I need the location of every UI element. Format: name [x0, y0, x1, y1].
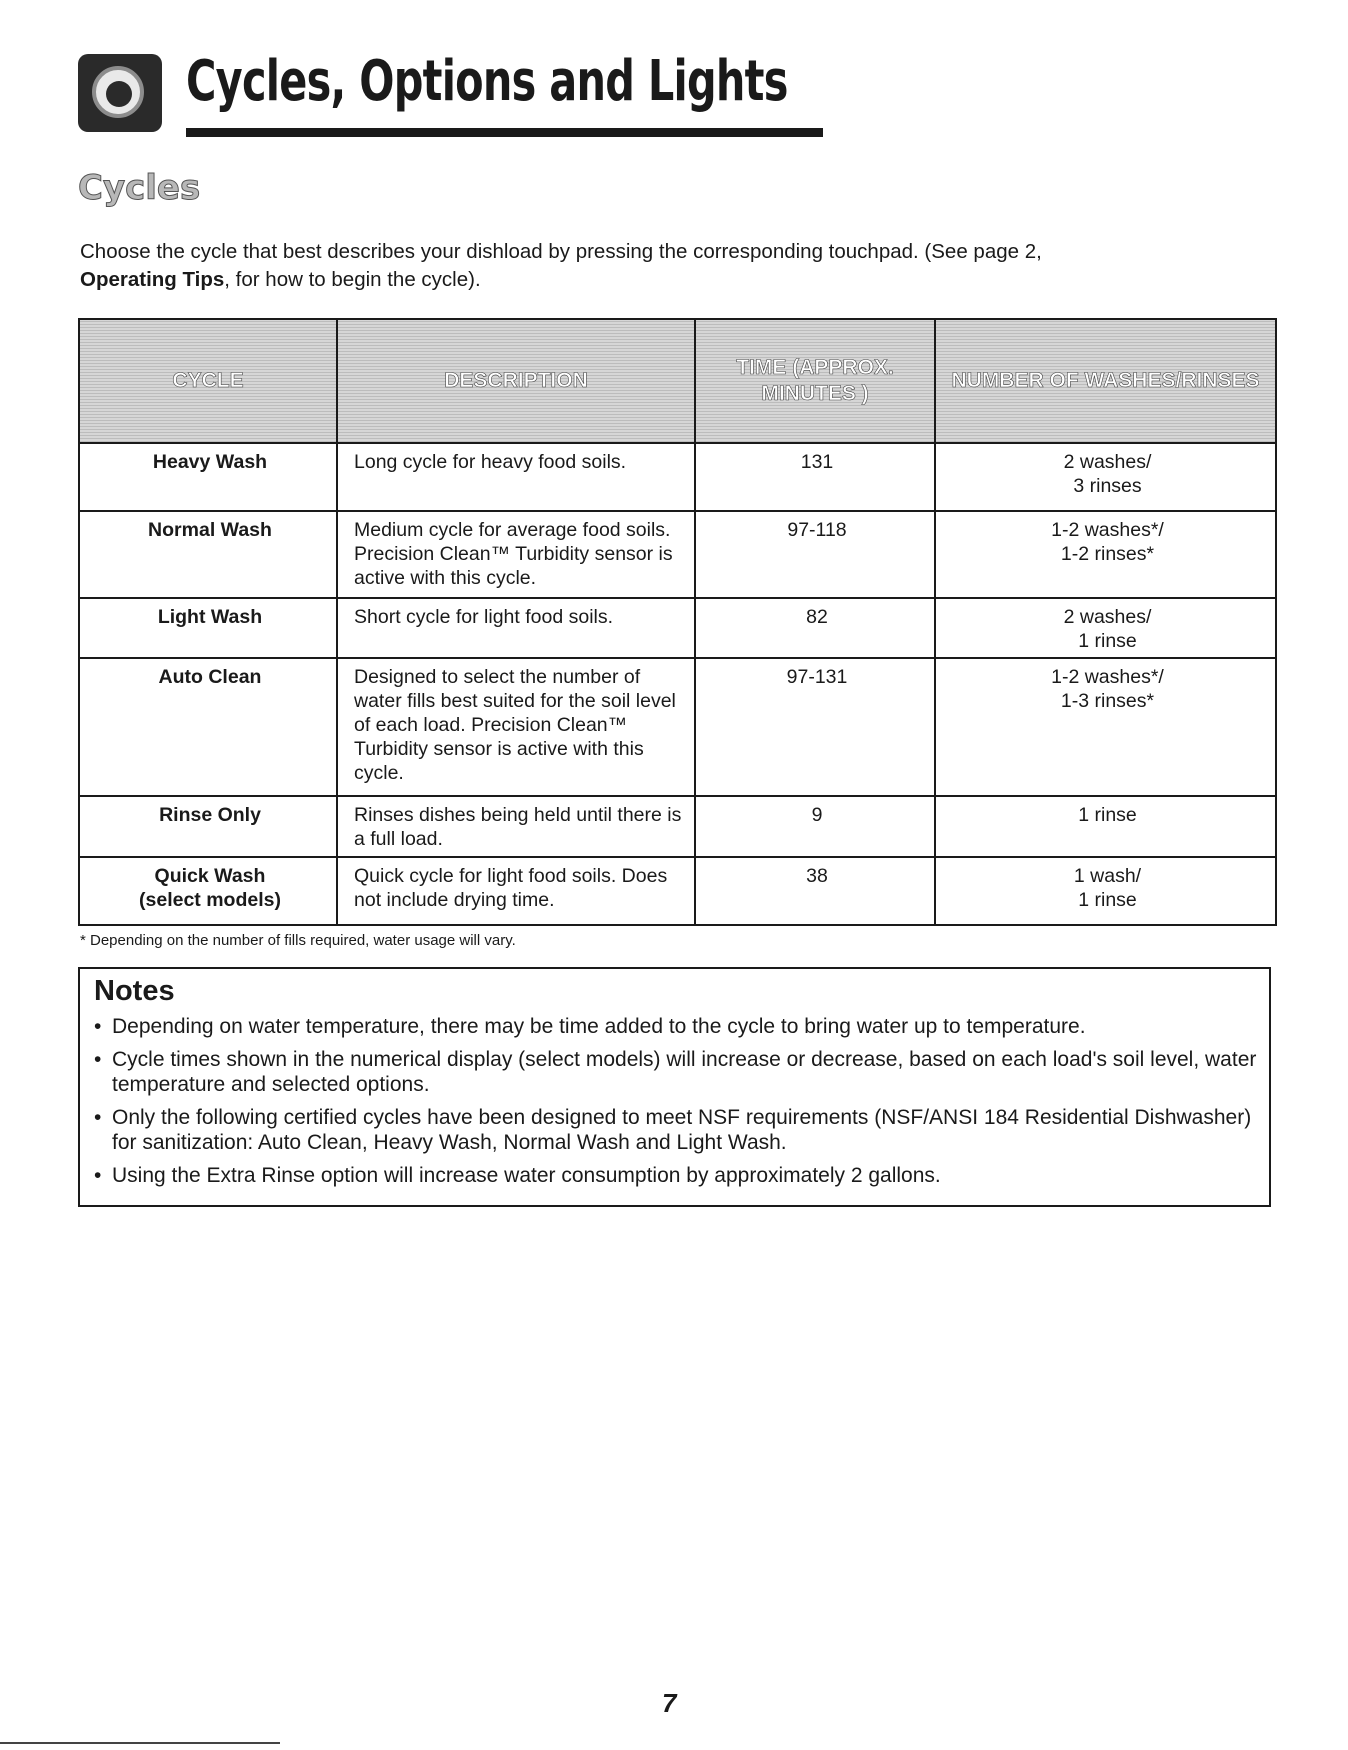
note-item: • Only the following certified cycles have been designed to meet NSF requirements (NSF/ANSI 184 Residential Dishwasher) for sanitization: Auto Clean, Heavy Wash, Normal Wash and Light Wash.: [92, 1105, 1257, 1155]
cycle-time: 38: [695, 857, 935, 925]
cycle-description: Designed to select the number of water fills best suited for the soil level of each load. Precision Clean™ Turbidity sensor is active with this cycle.: [337, 658, 695, 796]
page-number: 7: [662, 1688, 677, 1718]
note-item: • Using the Extra Rinse option will increase water consumption by approximately 2 gallons.: [92, 1163, 1257, 1188]
bottom-rule: [0, 1742, 280, 1744]
cycle-description: Medium cycle for average food soils. Precision Clean™ Turbidity sensor is active with this cycle.: [337, 511, 695, 598]
table-footnote: * Depending on the number of fills required, water usage will vary.: [80, 932, 516, 949]
cycle-washes: 1-2 washes*/ 1-2 rinses*: [935, 511, 1276, 598]
notes-list: [92, 1014, 1257, 1188]
cycle-time: 97-131: [695, 658, 935, 796]
header-washes-rinses: NUMBER OF WASHES/RINSES: [935, 319, 1276, 443]
table-header-row: [79, 319, 1276, 443]
header-cycle: CYCLE: [79, 319, 337, 443]
page-title: Cycles, Options and Lights: [186, 49, 788, 114]
cycle-washes: 2 washes/ 3 rinses: [935, 443, 1276, 511]
header-description: DESCRIPTION: [337, 319, 695, 443]
cycle-description: Rinses dishes being held until there is a full load.: [337, 796, 695, 857]
cycle-name: Quick Wash (select models): [79, 857, 337, 925]
cycle-time: 9: [695, 796, 935, 857]
notes-title: Notes: [94, 975, 175, 1007]
title-underline: [186, 128, 823, 137]
note-item: • Depending on water temperature, there may be time added to the cycle to bring water up to temperature.: [92, 1014, 1257, 1039]
cycle-time: 82: [695, 598, 935, 658]
table-row: [79, 598, 1276, 658]
header-time: TIME (APPROX. MINUTES ): [695, 319, 935, 443]
table-row: [79, 658, 1276, 796]
table-row: [79, 511, 1276, 598]
cycle-name: Light Wash: [79, 598, 337, 658]
washer-door-icon: [78, 54, 162, 132]
notes-box: [78, 967, 1271, 1207]
cycle-description: Long cycle for heavy food soils.: [337, 443, 695, 511]
table-row: [79, 443, 1276, 511]
table-row: [79, 796, 1276, 857]
table-row: [79, 857, 1276, 925]
cycle-name: Heavy Wash: [79, 443, 337, 511]
cycle-washes: 2 washes/ 1 rinse: [935, 598, 1276, 658]
intro-paragraph: Choose the cycle that best describes your dishload by pressing the corresponding touchpad. (See page 2, Operating Tips, for how to begin the cycle).: [80, 240, 1042, 291]
cycle-description: Short cycle for light food soils.: [337, 598, 695, 658]
cycles-table: [78, 318, 1277, 926]
page-header: [78, 48, 823, 138]
cycle-description: Quick cycle for light food soils. Does not include drying time.: [337, 857, 695, 925]
section-title: Cycles: [78, 168, 201, 208]
cycle-time: 97-118: [695, 511, 935, 598]
cycle-washes: 1-2 washes*/ 1-3 rinses*: [935, 658, 1276, 796]
operating-tips-reference: Operating Tips: [80, 268, 225, 291]
cycle-name: Auto Clean: [79, 658, 337, 796]
cycle-name: Normal Wash: [79, 511, 337, 598]
note-item: • Cycle times shown in the numerical display (select models) will increase or decrease, based on each load's soil level, water temperature and selected options.: [92, 1047, 1257, 1097]
cycle-time: 131: [695, 443, 935, 511]
cycle-washes: 1 wash/ 1 rinse: [935, 857, 1276, 925]
cycle-washes: 1 rinse: [935, 796, 1276, 857]
cycle-name: Rinse Only: [79, 796, 337, 857]
